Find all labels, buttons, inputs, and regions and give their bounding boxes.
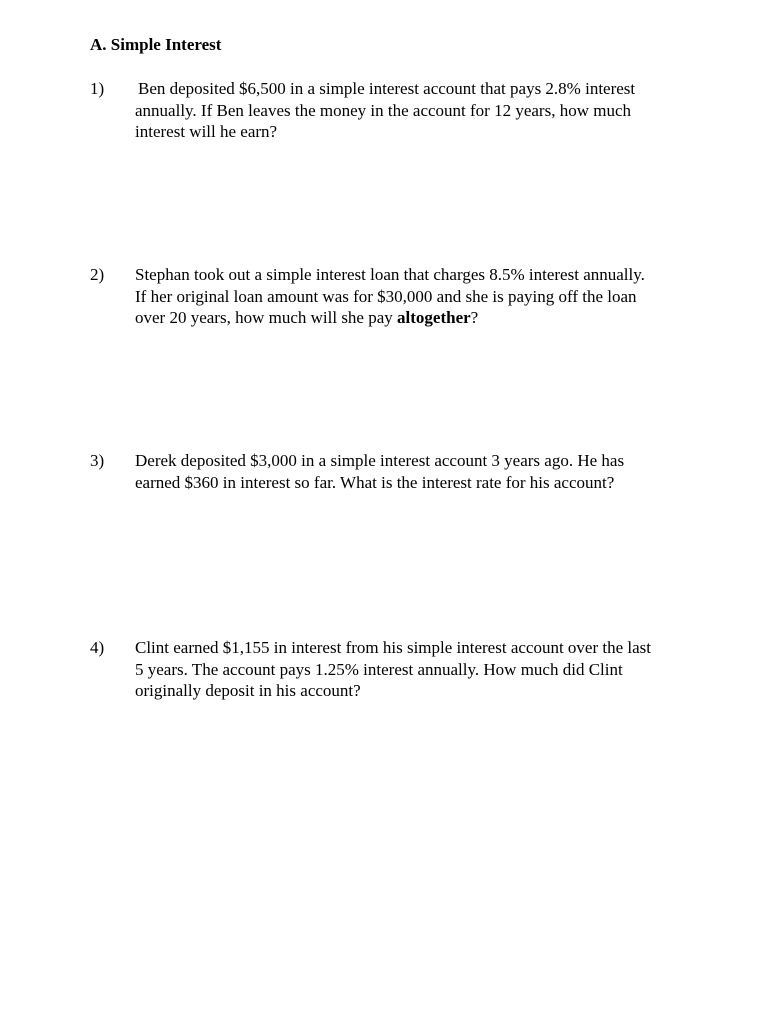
question-text xyxy=(135,450,685,493)
question-line: If her original loan amount was for $30,000 and she is paying off the loan xyxy=(135,286,637,306)
question-text xyxy=(135,264,685,329)
question-line: annually. If Ben leaves the money in the account for 12 years, how much xyxy=(135,100,631,120)
question-number: 4) xyxy=(90,638,105,657)
question-number: 1) xyxy=(90,79,105,98)
section-heading: A. Simple Interest xyxy=(90,35,222,54)
question-line: Stephan took out a simple interest loan that charges 8.5% interest annually. xyxy=(135,265,645,284)
question-text xyxy=(135,78,685,143)
question-line: Clint earned $1,155 in interest from his simple interest account over the last xyxy=(135,638,652,657)
question-line: earned $360 in interest so far. What is the interest rate for his account? xyxy=(135,472,615,492)
question-line: Ben deposited $6,500 in a simple interest account that pays 2.8% interest xyxy=(138,79,636,98)
question-number: 2) xyxy=(90,265,105,284)
question-line: 5 years. The account pays 1.25% interest annually. How much did Clint xyxy=(135,659,623,679)
question-line: originally deposit in his account? xyxy=(135,681,361,700)
question-line xyxy=(135,307,685,329)
question-text xyxy=(135,637,685,702)
question-line-suffix: ? xyxy=(470,308,479,327)
question-line: Derek deposited $3,000 in a simple interest account 3 years ago. He has xyxy=(135,451,625,470)
question-number: 3) xyxy=(90,451,105,470)
question-line-prefix: over 20 years, how much will she pay xyxy=(135,308,398,327)
emphasized-word: altogether xyxy=(397,308,471,327)
question-line: interest will he earn? xyxy=(135,122,278,141)
